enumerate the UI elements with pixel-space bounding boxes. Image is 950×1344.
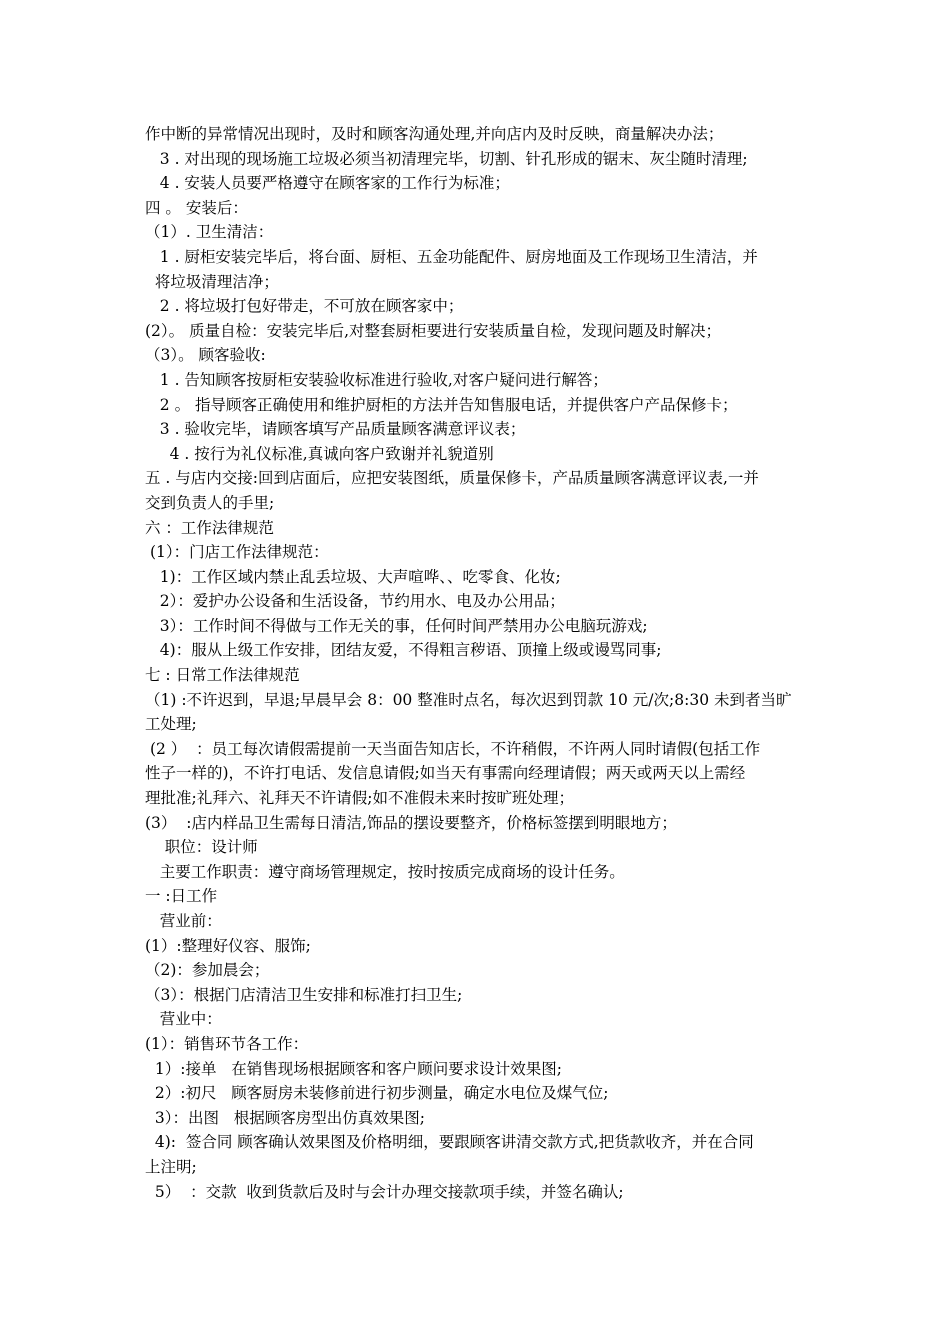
text-line: 交到负责人的手里;: [145, 493, 275, 512]
subsection-heading: (2）。 质量自检：安装完毕后,对整套厨柜要进行安装质量自检，发现问题及时解决；: [145, 321, 722, 340]
text-line: 4 . 安装人员要严格遵守在顾客家的工作行为标准；: [145, 174, 510, 193]
text-line: 性子一样的)，不许打电话、发信息请假;如当天有事需向经理请假；两天或两天以上需经: [145, 764, 746, 783]
document-body: [145, 122, 810, 1204]
text-line: （3）：根据门店清洁卫生安排和标准打扫卫生;: [145, 985, 463, 1004]
text-line: (1）:整理好仪容、服饰;: [145, 936, 311, 955]
text-line: 3 . 对出现的现场施工垃圾必须当初清理完毕，切割、针孔形成的锯末、灰尘随时清理;: [145, 149, 748, 168]
text-line: 1 . 告知顾客按厨柜安装验收标准进行验收,对客户疑问进行解答；: [145, 370, 608, 389]
text-line: 4): 签合同 顾客确认效果图及价格明细，要跟顾客讲清交款方式,把货款收齐，并在合同: [145, 1133, 754, 1152]
text-line: 理批准;礼拜六、礼拜天不许请假;如不准假未来时按旷班处理；: [145, 789, 574, 808]
text-line: 5） ：交款 收到货款后及时与会计办理交接款项手续，并签名确认;: [145, 1182, 624, 1201]
text-line: 4)：服从上级工作安排，团结友爱，不得粗言秽语、顶撞上级或谩骂同事;: [145, 641, 662, 660]
text-line: 3）：出图 根据顾客房型出仿真效果图;: [145, 1108, 425, 1127]
section-heading: 六 ：工作法律规范: [145, 518, 274, 537]
text-line: （2)：参加晨会；: [145, 961, 270, 980]
text-line: 3 . 验收完毕，请顾客填写产品质量顾客满意评议表；: [145, 420, 526, 439]
section-heading: 四 。 安装后：: [145, 198, 248, 217]
subsection-heading: 营业中：: [145, 1010, 222, 1029]
text-line: 2）：爱护办公设备和生活设备，节约用水、电及办公用品；: [145, 592, 565, 611]
text-line: 将垃圾清理洁净；: [145, 272, 279, 291]
text-line: 2 。 指导顾客正确使用和维护厨柜的方法并告知售服电话，并提供客户产品保修卡；: [145, 395, 738, 414]
text-line: （1) :不许迟到，早退;早晨早会 8：00 整准时点名，每次迟到罚款 10 元/次;8:30 未到者当旷: [145, 690, 792, 709]
text-line: 工处理;: [145, 715, 197, 734]
text-line: 1)：工作区域内禁止乱丢垃圾、大声喧哗、、吃零食、化妆;: [145, 567, 561, 586]
text-line: (1）：销售环节各工作：: [145, 1034, 309, 1053]
section-heading: 一 :日工作: [145, 887, 218, 906]
subsection-heading: 营业前：: [145, 912, 222, 930]
section-heading: 七 : 日常工作法律规范: [145, 666, 300, 685]
text-line: (3） :店内样品卫生需每日清洁,饰品的摆设要整齐，价格标签摆到明眼地方；: [145, 813, 677, 832]
text-line: (2 ） ：员工每次请假需提前一天当面告知店长，不许稍假，不许两人同时请假(包括工作: [145, 739, 761, 758]
text-line: 3）：工作时间不得做与工作无关的事，任何时间严禁用办公电脑玩游戏;: [145, 616, 648, 635]
text-line: 4 . 按行为礼仪标准,真诚向客户致谢并礼貌道别: [145, 444, 494, 463]
subsection-heading: （3）。 顾客验收:: [145, 346, 266, 365]
text-line: 作中断的异常情况出现时，及时和顾客沟通处理,并向店内及时反映，商量解决办法；: [145, 125, 724, 143]
text-line: 上注明;: [145, 1157, 197, 1176]
section-heading: 五 . 与店内交接:回到店面后，应把安装图纸，质量保修卡，产品质量顾客满意评议表,一并: [145, 469, 759, 488]
text-line: 2 . 将垃圾打包好带走，不可放在顾客家中；: [145, 297, 464, 316]
text-line: 主要工作职责：遵守商场管理规定，按时按质完成商场的设计任务。: [145, 862, 625, 881]
job-title: 职位：设计师: [145, 838, 258, 857]
text-line: 2）:初尺 顾客厨房未装修前进行初步测量，确定水电位及煤气位;: [145, 1084, 609, 1103]
text-line: 1 . 厨柜安装完毕后，将台面、厨柜、五金功能配件、厨房地面及工作现场卫生清洁，并: [145, 247, 758, 266]
subsection-heading: (1）：门店工作法律规范：: [145, 543, 329, 562]
text-line: 1）:接单 在销售现场根据顾客和客户顾问要求设计效果图;: [145, 1059, 562, 1078]
subsection-heading: （1）. 卫生清洁：: [145, 223, 274, 242]
